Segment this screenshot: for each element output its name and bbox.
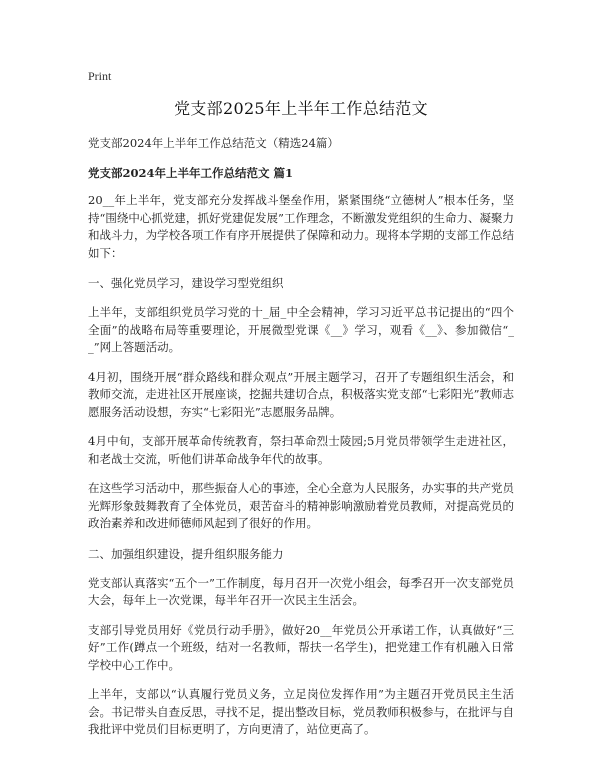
section-heading: 党支部2024年上半年工作总结范文 篇1 [88,166,294,180]
paragraph-democratic-life: 上半年，支部以“认真履行党员义务，立足岗位发挥作用”为主题召开党员民主生活会。书记带头自查反思，寻找不足，提出整改目标，党员教师积极参与，在批评与自我批评中党员们目标更明了，方向更清了，站位更高了。 [88,687,514,736]
paragraph-handbook: 支部引导党员用好《党员行动手册》，做好20__年党员公开承诺工作，认真做好“三好”工作(蹲点一个班级，结对一名教师，帮扶一名学生)，把党建工作有机融入日常学校中心工作中。 [88,622,514,672]
page-title: 党支部2025年上半年工作总结范文 [174,99,428,118]
print-label: Print [88,69,112,83]
paragraph-study-theory: 上半年，支部组织党员学习党的十_届_中全会精神，学习习近平总书记提出的“四个全面”的战略布局等重要理论，开展微型党课《__》学习，观看《__》、参加微信“__”网上答题活动。 [88,305,514,354]
paragraph-study-effect: 在这些学习活动中，那些振奋人心的事迹，全心全意为人民服务，办实事的共产党员光辉形象鼓舞教育了全体党员，艰苦奋斗的精神影响激励着党员教师，对提高党员的政治素养和改进师德师风起到了很好的作用。 [88,481,514,530]
paragraph-april-early: 4月初，围绕开展“群众路线和群众观点”开展主题学习，召开了专题组织生活会，和教师交流，走进社区开展座谈，挖掘共建切合点，积极落实党支部“七彩阳光”教师志愿服务活动设想，夯实“七彩阳光”志愿服务品牌。 [88,369,514,419]
heading-organization: 二、加强组织建设，提升组织服务能力 [88,546,284,561]
paragraph-five-ones: 党支部认真落实“五个一”工作制度，每月召开一次党小组会，每季召开一次支部党员大会，每年上一次党课，每半年召开一次民主生活会。 [88,575,514,607]
document-subtitle: 党支部2024年上半年工作总结范文（精选24篇） [88,136,339,150]
intro-paragraph: 20__年上半年，党支部充分发挥战斗堡垒作用，紧紧围绕“立德树人”根本任务，坚持“围绕中心抓党建，抓好党建促发展”工作理念，不断激发党组织的生命力、凝聚力和战斗力，为学校各项工作有序开展提供了保障和动力。现将本学期的支部工作总结如下： [88,193,514,260]
heading-study: 一、强化党员学习，建设学习型党组织 [88,276,284,290]
paragraph-april-mid: 4月中旬，支部开展革命传统教育，祭扫革命烈士陵园;5月党员带领学生走进社区，和老战士交流，听他们讲革命战争年代的故事。 [88,434,514,466]
